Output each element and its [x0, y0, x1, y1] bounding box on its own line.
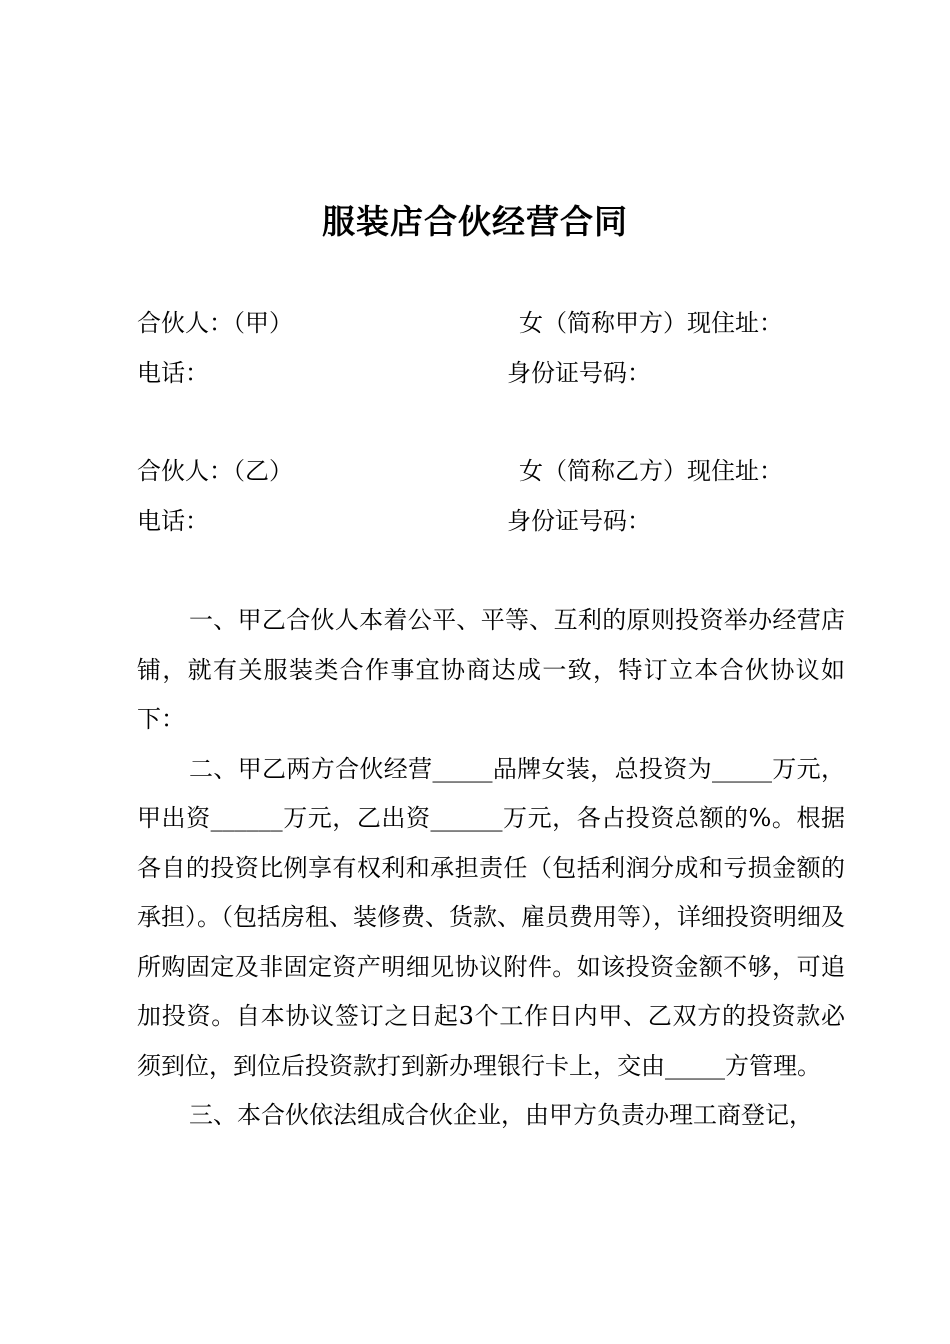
party-b-id-number: 身份证号码：	[507, 507, 651, 535]
clause-3: 三、本合伙依法组成合伙企业，由甲方负责办理工商登记，	[189, 1101, 813, 1129]
document-title: 服装店合伙经营合同	[322, 202, 628, 241]
party-a-gender-address: 女（简称甲方）现住址：	[519, 309, 783, 337]
party-b-phone: 电话：	[137, 507, 209, 535]
clause-2: 二、甲乙两方合伙经营_____品牌女装，总投资为_____万元，甲出资______万元，乙出资______万元，各占投资总额的%。根据各自的投资比例享有权利和承担责任（包括利润分成和亏损金额的承担）。（包括房租、装修费、货款、雇员费用等），详细投资明细及所购固定及非固定资产明细见协议附件。如该投资金额不够，可追加投资。自本协议签订之日起3个工作日内甲、乙双方的投资款必须到位，到位后投资款打到新办理银行卡上，交由_____方管理。	[137, 754, 845, 1080]
party-a-id-number: 身份证号码：	[507, 359, 651, 387]
party-b-label: 合伙人：（乙）	[137, 457, 293, 485]
contract-body	[137, 596, 845, 1141]
party-a-phone: 电话：	[137, 359, 209, 387]
clause-1: 一、甲乙合伙人本着公平、平等、互利的原则投资举办经营店铺，就有关服装类合作事宜协商达成一致，特订立本合伙协议如下：	[137, 606, 845, 733]
party-a-label: 合伙人：（甲）	[137, 309, 293, 337]
party-b-gender-address: 女（简称乙方）现住址：	[519, 457, 783, 485]
